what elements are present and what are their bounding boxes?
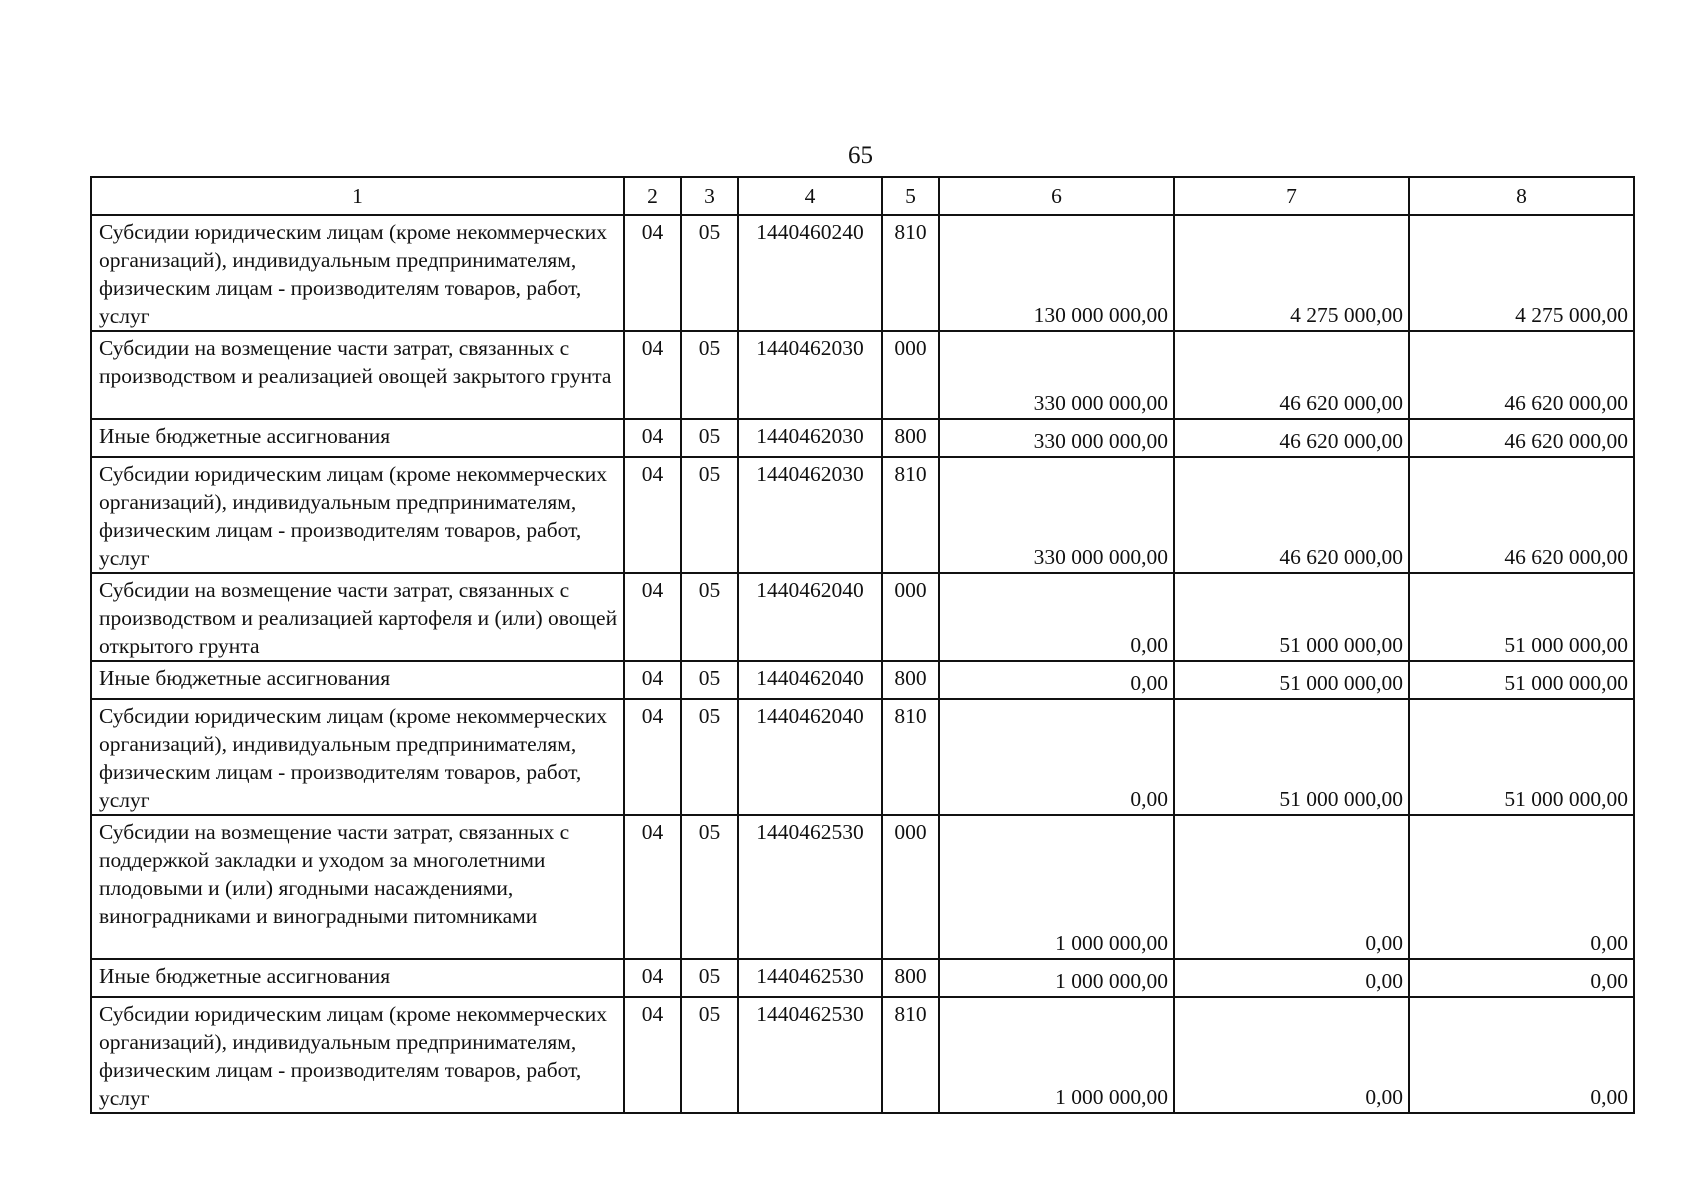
expense-type-cell: 800 bbox=[882, 661, 939, 699]
section-code-cell: 04 bbox=[624, 215, 681, 331]
subsection-code-cell: 05 bbox=[681, 331, 738, 419]
amount-cell-col8: 46 620 000,00 bbox=[1409, 457, 1634, 573]
section-code-cell: 04 bbox=[624, 457, 681, 573]
row-name-cell: Иные бюджетные ассигнования bbox=[91, 419, 624, 457]
target-article-cell: 1440462040 bbox=[738, 661, 882, 699]
column-header: 8 bbox=[1409, 177, 1634, 215]
table-row bbox=[91, 457, 1634, 573]
amount-cell-col6: 1 000 000,00 bbox=[939, 815, 1174, 959]
target-article-cell: 1440462530 bbox=[738, 815, 882, 959]
expense-type-cell: 000 bbox=[882, 573, 939, 661]
section-code-cell: 04 bbox=[624, 331, 681, 419]
amount-cell-col6: 330 000 000,00 bbox=[939, 457, 1174, 573]
budget-table bbox=[90, 176, 1635, 1114]
target-article-cell: 1440462040 bbox=[738, 573, 882, 661]
column-header: 6 bbox=[939, 177, 1174, 215]
subsection-code-cell: 05 bbox=[681, 661, 738, 699]
amount-cell-col8: 0,00 bbox=[1409, 815, 1634, 959]
target-article-cell: 1440462030 bbox=[738, 419, 882, 457]
subsection-code-cell: 05 bbox=[681, 699, 738, 815]
amount-cell-col8: 46 620 000,00 bbox=[1409, 419, 1634, 457]
expense-type-cell: 000 bbox=[882, 815, 939, 959]
subsection-code-cell: 05 bbox=[681, 959, 738, 997]
amount-cell-col8: 0,00 bbox=[1409, 959, 1634, 997]
row-name-cell: Субсидии на возмещение части затрат, связанных с производством и реализацией овощей закрытого грунта bbox=[91, 331, 624, 419]
target-article-cell: 1440460240 bbox=[738, 215, 882, 331]
table-row bbox=[91, 419, 1634, 457]
amount-cell-col8: 51 000 000,00 bbox=[1409, 573, 1634, 661]
section-code-cell: 04 bbox=[624, 815, 681, 959]
page-number: 65 bbox=[848, 142, 873, 169]
column-header: 3 bbox=[681, 177, 738, 215]
amount-cell-col8: 0,00 bbox=[1409, 997, 1634, 1113]
row-name-cell: Иные бюджетные ассигнования bbox=[91, 959, 624, 997]
amount-cell-col7: 46 620 000,00 bbox=[1174, 419, 1409, 457]
amount-cell-col7: 4 275 000,00 bbox=[1174, 215, 1409, 331]
subsection-code-cell: 05 bbox=[681, 997, 738, 1113]
amount-cell-col6: 330 000 000,00 bbox=[939, 331, 1174, 419]
subsection-code-cell: 05 bbox=[681, 215, 738, 331]
column-header: 1 bbox=[91, 177, 624, 215]
expense-type-cell: 000 bbox=[882, 331, 939, 419]
amount-cell-col8: 51 000 000,00 bbox=[1409, 661, 1634, 699]
section-code-cell: 04 bbox=[624, 997, 681, 1113]
section-code-cell: 04 bbox=[624, 959, 681, 997]
amount-cell-col6: 1 000 000,00 bbox=[939, 997, 1174, 1113]
row-name-cell: Субсидии юридическим лицам (кроме некоммерческих организаций), индивидуальным предпринимателям, физическим лицам - производителям товаров, работ, услуг bbox=[91, 997, 624, 1113]
subsection-code-cell: 05 bbox=[681, 573, 738, 661]
table-row bbox=[91, 215, 1634, 331]
subsection-code-cell: 05 bbox=[681, 419, 738, 457]
amount-cell-col6: 0,00 bbox=[939, 699, 1174, 815]
row-name-cell: Иные бюджетные ассигнования bbox=[91, 661, 624, 699]
row-name-cell: Субсидии юридическим лицам (кроме некоммерческих организаций), индивидуальным предпринимателям, физическим лицам - производителям товаров, работ, услуг bbox=[91, 699, 624, 815]
header-row bbox=[91, 177, 1634, 215]
column-header: 4 bbox=[738, 177, 882, 215]
table-row bbox=[91, 331, 1634, 419]
amount-cell-col7: 46 620 000,00 bbox=[1174, 331, 1409, 419]
amount-cell-col8: 46 620 000,00 bbox=[1409, 331, 1634, 419]
table-row bbox=[91, 959, 1634, 997]
amount-cell-col7: 51 000 000,00 bbox=[1174, 661, 1409, 699]
amount-cell-col8: 4 275 000,00 bbox=[1409, 215, 1634, 331]
expense-type-cell: 810 bbox=[882, 699, 939, 815]
target-article-cell: 1440462030 bbox=[738, 331, 882, 419]
subsection-code-cell: 05 bbox=[681, 815, 738, 959]
target-article-cell: 1440462530 bbox=[738, 959, 882, 997]
amount-cell-col6: 0,00 bbox=[939, 661, 1174, 699]
amount-cell-col6: 130 000 000,00 bbox=[939, 215, 1174, 331]
row-name-cell: Субсидии на возмещение части затрат, связанных с поддержкой закладки и уходом за многолетними плодовыми и (или) ягодными насаждениями, виноградниками и виноградными питомниками bbox=[91, 815, 624, 959]
column-header: 7 bbox=[1174, 177, 1409, 215]
expense-type-cell: 810 bbox=[882, 457, 939, 573]
target-article-cell: 1440462530 bbox=[738, 997, 882, 1113]
amount-cell-col7: 51 000 000,00 bbox=[1174, 573, 1409, 661]
section-code-cell: 04 bbox=[624, 573, 681, 661]
table-row bbox=[91, 573, 1634, 661]
row-name-cell: Субсидии на возмещение части затрат, связанных с производством и реализацией картофеля и (или) овощей открытого грунта bbox=[91, 573, 624, 661]
amount-cell-col6: 1 000 000,00 bbox=[939, 959, 1174, 997]
expense-type-cell: 810 bbox=[882, 215, 939, 331]
section-code-cell: 04 bbox=[624, 661, 681, 699]
expense-type-cell: 810 bbox=[882, 997, 939, 1113]
expense-type-cell: 800 bbox=[882, 959, 939, 997]
section-code-cell: 04 bbox=[624, 699, 681, 815]
amount-cell-col7: 0,00 bbox=[1174, 997, 1409, 1113]
amount-cell-col6: 0,00 bbox=[939, 573, 1174, 661]
amount-cell-col8: 51 000 000,00 bbox=[1409, 699, 1634, 815]
amount-cell-col6: 330 000 000,00 bbox=[939, 419, 1174, 457]
section-code-cell: 04 bbox=[624, 419, 681, 457]
expense-type-cell: 800 bbox=[882, 419, 939, 457]
column-header: 2 bbox=[624, 177, 681, 215]
table-row bbox=[91, 815, 1634, 959]
table-row bbox=[91, 699, 1634, 815]
row-name-cell: Субсидии юридическим лицам (кроме некоммерческих организаций), индивидуальным предпринимателям, физическим лицам - производителям товаров, работ, услуг bbox=[91, 215, 624, 331]
target-article-cell: 1440462040 bbox=[738, 699, 882, 815]
table-row bbox=[91, 661, 1634, 699]
amount-cell-col7: 51 000 000,00 bbox=[1174, 699, 1409, 815]
target-article-cell: 1440462030 bbox=[738, 457, 882, 573]
amount-cell-col7: 0,00 bbox=[1174, 959, 1409, 997]
column-header: 5 bbox=[882, 177, 939, 215]
table-row bbox=[91, 997, 1634, 1113]
subsection-code-cell: 05 bbox=[681, 457, 738, 573]
amount-cell-col7: 0,00 bbox=[1174, 815, 1409, 959]
row-name-cell: Субсидии юридическим лицам (кроме некоммерческих организаций), индивидуальным предпринимателям, физическим лицам - производителям товаров, работ, услуг bbox=[91, 457, 624, 573]
amount-cell-col7: 46 620 000,00 bbox=[1174, 457, 1409, 573]
